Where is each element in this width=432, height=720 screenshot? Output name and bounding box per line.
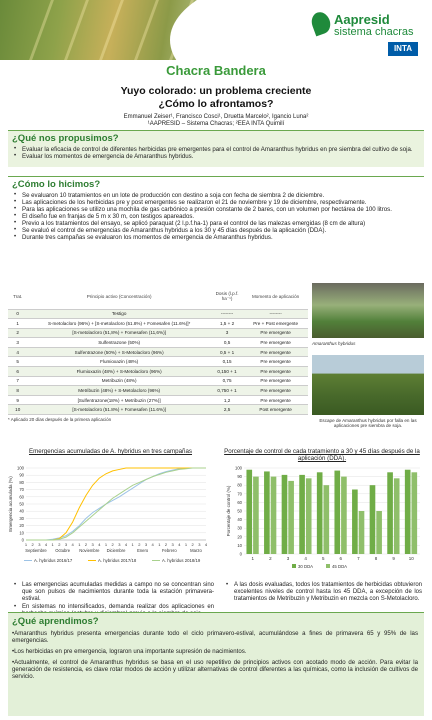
proposal-heading: ¿Qué nos propusimos? (12, 133, 119, 144)
x-tick-label: 3 (286, 556, 290, 561)
x-tick-label: 10 (408, 556, 414, 561)
learned-item: •Amaranthus hybridus presenta emergencias durante todo el ciclo primavero-estival, acumulándose a fines de primavera 65 y 95% de las emergencias. (12, 630, 418, 644)
bar (282, 475, 288, 554)
note-item: • Las emergencias acumuladas medidas a campo no se concentran sino que son pulsos de nacimientos durante toda la estación primavera-estival. (14, 582, 214, 603)
proposal-section (8, 130, 424, 167)
table-row: 9 [Sulfentrazone(18%) + Metribuzin (27%)] 1,2 Pre emergente (8, 395, 308, 405)
learned-item: •Los herbicidas en pre emergencia, lograron una importante supresión de nacimientos. (12, 648, 247, 655)
x-tick-label: 4 (71, 542, 74, 547)
bar (264, 471, 270, 554)
x-tick-label: 4 (304, 556, 307, 561)
authors: Emmanuel Zeiser¹, Francisco Cosci¹, Druetta Marcelo², Igancio Luna² ¹AAPRESID – Sistema Chacras; ²EEA INTA Quimilí (123, 114, 309, 127)
x-tick-label: 2 (269, 556, 272, 561)
month-label: Enero (137, 548, 149, 553)
y-tick-label: 80 (19, 479, 24, 485)
field-photo-caption: Escape de Amaranthus hybridus por falla en las aplicaciones pre siembra de soja. (319, 418, 417, 428)
bar (271, 477, 277, 554)
learned-section (8, 612, 424, 716)
table-row: 3 Sulfentrazone (50%) 0,5 Pre emergente (8, 338, 308, 348)
control-bar-chart (222, 464, 427, 576)
leaf-icon (309, 10, 333, 37)
x-tick-label: 1 (24, 542, 28, 547)
y-tick-label: 50 (237, 508, 242, 514)
table-row: 5 Flumioxazin (48%) 0,15 Pre emergente (8, 357, 308, 367)
legend-label: 30 DDA (298, 564, 314, 569)
x-tick-label: 2 (84, 542, 88, 547)
method-item: • Las aplicaciones de los herbicidas pre y post emergentes se realizaron el 21 de noviembre y 19 de diciembre, respectivamente. (22, 199, 424, 206)
x-tick-label: 2 (58, 542, 61, 547)
bar (411, 472, 417, 554)
x-tick-label: 4 (44, 542, 48, 547)
y-tick-label: 30 (237, 525, 242, 531)
x-tick-label: 3 (64, 542, 68, 547)
month-label: Diciembre (106, 548, 126, 553)
legend-label: A. hybridus 2018/19 (162, 558, 201, 563)
right-notes (226, 582, 422, 604)
field-escape-photo (312, 355, 424, 415)
x-tick-label: 5 (321, 556, 325, 561)
learned-heading: ¿Qué aprendimos? (12, 616, 99, 627)
inta-logo: INTA (388, 42, 418, 56)
bar (253, 477, 259, 554)
legend-swatch (326, 564, 330, 568)
proposal-item: • Evaluar los momentos de emergencia de Amaranthus hybridus. (22, 153, 424, 160)
bar (352, 490, 358, 555)
poster-title: Yuyo colorado: un problema creciente ¿Cómo lo afrontamos? (120, 85, 312, 110)
control-chart-title: Porcentaje de control de cada tratamiento a 30 y 45 días después de la aplicación (DDA). (224, 448, 420, 462)
month-label: Marzo (190, 548, 202, 553)
x-tick-label: 8 (374, 556, 378, 561)
bar (306, 478, 312, 554)
x-tick-label: 4 (124, 542, 128, 547)
y-tick-label: 90 (19, 472, 24, 478)
bar (317, 472, 323, 554)
x-tick-label: 1 (131, 542, 134, 547)
legend-label: A. hybridus 2016/17 (34, 558, 73, 563)
x-tick-label: 1 (251, 556, 255, 561)
y-tick-label: 20 (237, 534, 242, 540)
table-row: 4 Sulfentrazone (50%) + S-Metolacloro (96%) 0,5 + 1 Pre emergente (8, 347, 308, 357)
bar (246, 470, 252, 554)
learned-item: •Actualmente, el control de Amaranthus hybridus se basa en el uso repetitivo de principios activos con acotado modo de acción. Para evitar la generación de resistencia, es clave rotar modos de acción y utilizar alternativas de control diferentes a las químicas, como la inclusión de cultivos de servicio. (12, 659, 418, 680)
table-row: 7 Metribuzin (48%) 0,75 Pre emergente (8, 376, 308, 386)
month-label: Noviembre (79, 548, 100, 553)
x-tick-label: 1 (51, 542, 54, 547)
weed-photo-caption: Amaranthus hybridus (312, 341, 356, 346)
method-item: • Durante tres campañas se evaluaron los momentos de emergencia de Amaranthus hybridus. (22, 234, 424, 241)
x-tick-label: 4 (178, 542, 181, 547)
bar (341, 477, 347, 554)
y-tick-label: 40 (237, 517, 242, 523)
x-tick-label: 4 (204, 542, 208, 547)
x-tick-label: 2 (138, 542, 141, 547)
bar (334, 471, 340, 554)
table-header-row: Trat. Principio activo (Concentración) Dosis (l.p.f. ha⁻¹) Momento de aplicación (8, 285, 308, 309)
method-item: • El diseño fue en franjas de 5 m x 30 m, con testigos apareados. (22, 213, 424, 220)
treatments-table (8, 285, 308, 422)
org-sub: sistema chacras (334, 26, 414, 38)
month-label: Febrero (161, 548, 177, 553)
y-tick-label: 30 (19, 515, 24, 521)
y-tick-label: 100 (17, 465, 24, 471)
bar (376, 511, 382, 554)
y-tick-label: 70 (237, 491, 242, 497)
y-tick-label: 80 (237, 482, 242, 488)
x-tick-label: 3 (38, 542, 41, 547)
table-row: 6 Flumioxazin (48%) + S-Metolacloro (96%) 0,150 + 1 Pre emergente (8, 367, 308, 377)
org-name: Aapresid (334, 12, 390, 27)
table-row: 10 [S-metolacloro (51.8%) + Fomesafen (11.6%)] 2,5 Post emergente (8, 405, 308, 415)
y-tick-label: 10 (237, 542, 242, 548)
bar (387, 472, 393, 554)
method-item: • Previo a los tratamientos del ensayo, se aplicó paraquat (2 l.p.f.ha-1) para el control de las malezas emergidas (8 cm de altura) (22, 220, 424, 227)
weed-photo (312, 283, 424, 338)
y-tick-label: 70 (19, 487, 24, 493)
methods-heading: ¿Cómo lo hicimos? (12, 179, 101, 190)
month-label: Octubre (55, 548, 71, 553)
header-banner (0, 0, 432, 60)
x-tick-label: 7 (357, 556, 360, 561)
y-tick-label: 90 (237, 474, 242, 480)
x-tick-label: 3 (144, 542, 148, 547)
y-tick-label: 60 (237, 499, 242, 505)
bar (288, 481, 294, 554)
y-tick-label: 100 (235, 465, 242, 471)
program-title: Chacra Bandera (166, 63, 266, 78)
table-row: 1 S-metolacloro (96%) + [S-metolacloro (51.8%) + Fomesafen (11.6%)]* 1,5 + 2 Pre + Post emergente (8, 319, 308, 329)
x-tick-label: 3 (171, 542, 174, 547)
proposal-item: • Evaluar la eficacia de control de diferentes herbicidas pre emergentes para el control de Amaranthus hybridus en pre siembra del cultivo de soja. (22, 146, 424, 153)
bar (359, 511, 365, 554)
x-tick-label: 4 (151, 542, 154, 547)
table-row: 2 [S-metolacloro (51,8%) + Fomesafen (11,6%)] 3 Pre emergente (8, 328, 308, 338)
y-tick-label: 40 (19, 508, 24, 514)
x-tick-label: 2 (31, 542, 34, 547)
x-tick-label: 1 (104, 542, 108, 547)
x-tick-label: 6 (339, 556, 343, 561)
method-item: • Para las aplicaciones se utilizo una mochila de gas carbónico a presión constante de 2 bares, con un volumen por hectárea de 100 litros. (22, 206, 424, 213)
x-tick-label: 1 (78, 542, 81, 547)
x-tick-label: 4 (98, 542, 101, 547)
bar (299, 475, 305, 554)
table-footnote: * Aplicado 20 días después de la primera aplicación (8, 417, 112, 423)
legend-label: A. hybridus 2017/18 (98, 558, 137, 563)
x-tick-label: 2 (191, 542, 194, 547)
y-tick-label: 0 (21, 537, 24, 543)
x-tick-label: 2 (111, 542, 114, 547)
y-tick-label: 10 (19, 530, 24, 536)
legend-label: 45 DDA (332, 564, 348, 569)
legend-swatch (292, 564, 296, 568)
y-tick-label: 0 (239, 551, 242, 557)
x-tick-label: 3 (118, 542, 121, 547)
methods-section (8, 176, 424, 280)
note-item: • A las dosis evaluadas, todos los tratamientos de herbicidas obtuvieron excelentes niveles de control hasta los 45 DDA, a excepción de los tratamientos de Metribuzin y Metribuzin en mezcla con S-Metolacloro. (226, 582, 422, 603)
y-tick-label: 50 (19, 501, 24, 507)
x-tick-label: 9 (392, 556, 395, 561)
y-axis-label: Emergencia acumulada (%) (8, 476, 13, 532)
table-row: 8 Metribuzin (48%) + S-Metolacloro (96%) 0,750 + 1 Pre emergente (8, 386, 308, 396)
method-item: • Se evaluó el control de emergencias de Amaranthus hybridus a los 30 y 45 días después de la aplicación (DDA). (22, 227, 424, 234)
bar (370, 485, 376, 554)
y-tick-label: 60 (19, 494, 24, 500)
x-tick-label: 1 (184, 542, 188, 547)
x-tick-label: 3 (198, 542, 201, 547)
x-tick-label: 2 (164, 542, 168, 547)
month-label: Septiembre (25, 548, 47, 553)
note-item: • En sistemas no intensificados, demanda realizar dos aplicaciones en (14, 604, 214, 618)
emergence-line-chart (6, 458, 216, 578)
x-tick-label: 3 (91, 542, 94, 547)
bar (394, 478, 400, 554)
y-axis-label: Porcentaje de control (%) (226, 485, 231, 537)
table-row: 0 Testigo -------- -------- (8, 309, 308, 319)
method-item: • Se evaluaron 10 tratamientos en un lote de producción con destino a soja con fecha de siembra 2 de diciembre. (22, 192, 424, 199)
x-tick-label: 1 (158, 542, 161, 547)
bar (323, 485, 329, 554)
y-tick-label: 20 (19, 523, 24, 529)
bar (405, 470, 411, 554)
emergence-chart-title: Emergencias acumuladas de A. hybridus en tres campañas (28, 448, 193, 455)
